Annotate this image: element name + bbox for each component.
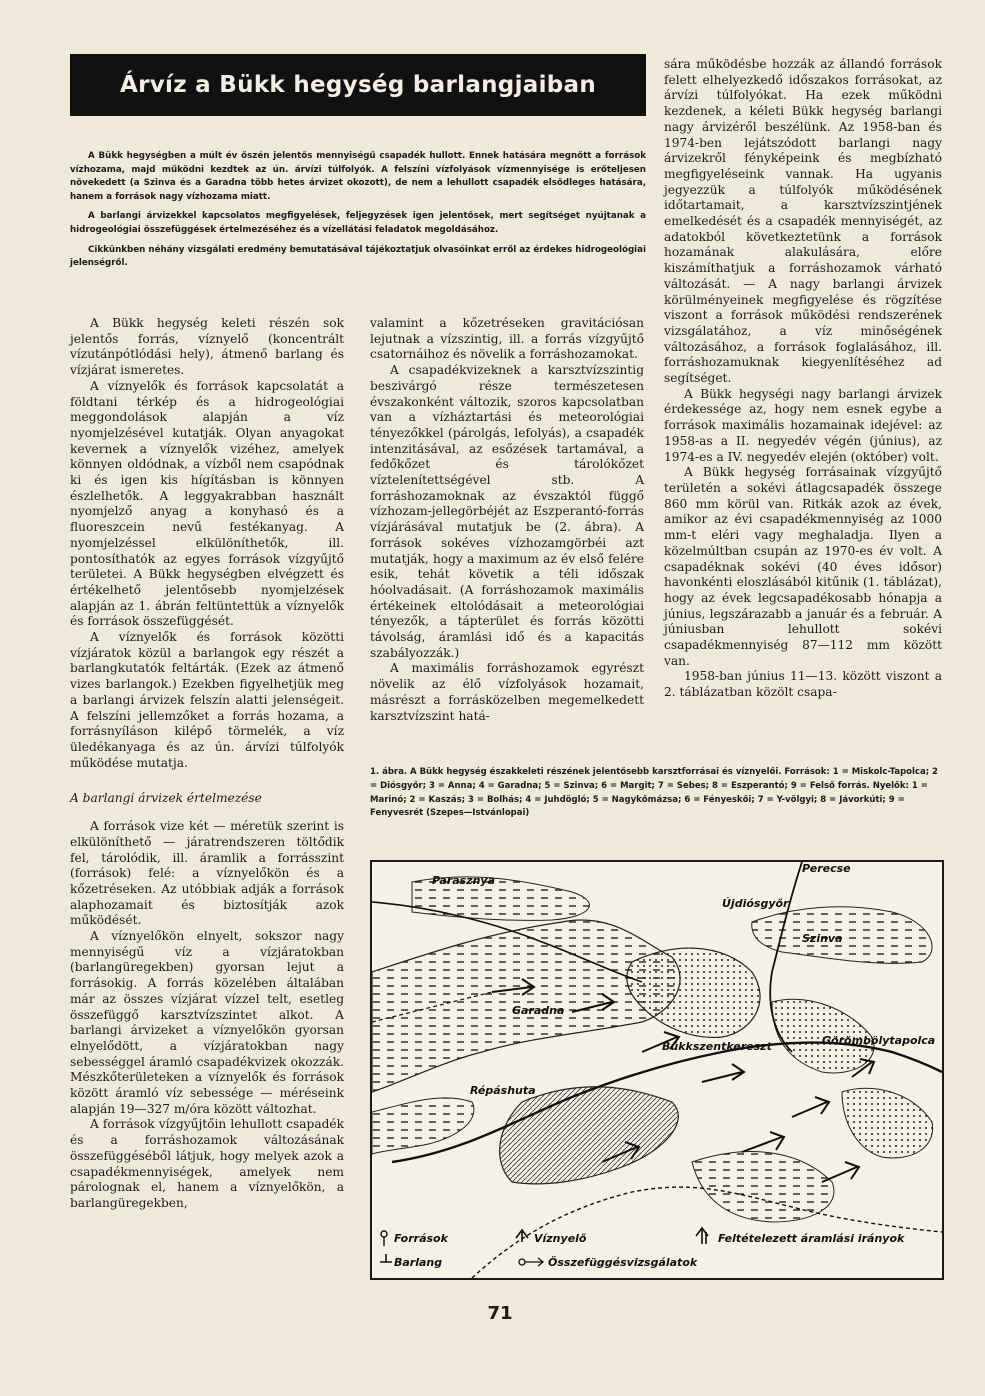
flow-arrow: [742, 1132, 784, 1152]
body-paragraph: A források vízgyűjtőin lehullott csapadék és a forráshozamok változásának összefüggéséből látjuk, hogy melyek azok a csapadékmennyiségek, amelyek nem párolognak el, hanem a víznyelőkön, a barlangüregekben,: [70, 1117, 344, 1210]
cave-symbol-icon: [380, 1254, 392, 1262]
text-column-1: [70, 316, 344, 1212]
terrain-dotted: [627, 948, 760, 1037]
lead-paragraph: A Bükk hegységben a múlt év őszén jelentős mennyiségű csapadék hullott. Ennek hatására megnőtt a források vízhozama, majd működni kezdtek az ún. árvízi túlfolyók. A felszíni vízfolyások vízmennyisége is erőteljesen növekedett (a Szinva és a Garadna több hetes árvizet okozott), de nem a lehullott csapadék elsődleges hatására, hanem a források nagy vízhozama miatt.: [70, 151, 646, 202]
map-drawing: [372, 862, 942, 1278]
legend-cave: Barlang: [394, 1256, 443, 1269]
connection-symbol-icon: [519, 1259, 525, 1265]
terrain-dotted: [842, 1088, 933, 1158]
body-paragraph: A Bükk hegység forrásainak vízgyűjtő területén a sokévi átlagcsapadék összege 860 mm körül van. Ritkák azok az évek, amikor az évi csapadékmennyiség az 1000 mm-t eléri vagy meghaladja. Ilyen a közelmúltban csupán az 1970-es év volt. A csapadéknak sokévi (40 éves idősor) havonkénti eloszlásából kitűnik (1. táblázat), hogy az évek legcsapadékosabb hónapja a június, legszárazabb a január és a február. A júniusban lehullott sokévi csapadékmennyiség 87—112 mm között van.: [664, 465, 942, 668]
lead-paragraph: A barlangi árvizekkel kapcsolatos megfigyelések, feljegyzések igen jelentősek, mert segítséget nyújtanak a hidrogeológiai összefüggések értelmezéséhez és a vízellátási feladatok megoldásához.: [70, 211, 646, 235]
body-paragraph: A maximális forráshozamok egyrészt növelik az élő vízfolyások hozamait, másrészt a forrásközelben megemelkedett karsztvízszint hatá-: [370, 661, 644, 723]
map-label-szinva: Szinva: [802, 932, 843, 945]
map-label-garadna: Garadna: [512, 1004, 565, 1017]
article-lead: [70, 150, 646, 277]
body-paragraph: A források vize két — méretük szerint is elkülöníthető — járatrendszeren töltődik fel, tárolódik, ill. áramlik a forrásszint (források) felé: a víznyelőkön és a kőzetréseken. Az utóbbiak adják a források alaphozamait és biztosítják azok működését.: [70, 819, 344, 928]
body-paragraph: 1958-ban június 11—13. között viszont a 2. táblázatban közölt csapa-: [664, 669, 942, 700]
terrain-hatched: [500, 1087, 679, 1184]
legend-flow: Feltételezett áramlási irányok: [718, 1232, 905, 1245]
legend-sinkhole: Víznyelő: [534, 1232, 587, 1245]
map-label-perecse: Perecse: [802, 862, 851, 875]
body-paragraph: valamint a kőzetréseken gravitációsan lejutnak a vízszintig, ill. a forrás vízgyűjtő csatornáihoz és növelik a forráshozamokat.: [370, 316, 644, 362]
body-paragraph: sára működésbe hozzák az állandó források felett elhelyezkedő időszakos forrásokat, az árvízi túlfolyókat. Ha ezek működni kezdenek, a kéleti Bükk hegység barlangi nagy árvizéről beszélünk. Az 1958-ban és 1974-ben lejátszódott barlangi nagy árvizekről fényképeink és megbízható megfigyeléseink vannak. Ha ugyanis jegyezzük a túlfolyók működésének időtartamait, a karsztvízszintjének emelkedését és a csapadék mennyiségét, az adatokból következtetünk a források hozamának alakulására, előre kiszámíthatjuk a forráshozamok várható változását. — A nagy barlangi árvizek körülményeinek megfigyelése és rögzítése viszont a források működési rendszerének vizsgálatához, a víz minőségének változásához, a források foglalásához, ill. forráshozamuknak kiegyenlítéséhez ad segítséget.: [664, 57, 942, 386]
body-paragraph: A víznyelők és források közötti vízjáratok közül a barlangok egy részét a barlangkutatók feltárták. (Ezek az átmenő vizes barlangok.) Ezekben figyelhetjük meg a barlangi árvizek felszín alatti jelenségeit. A felszíni jellemzőket a forrás hozama, a forrásnyíláson kilépő törmelék, a víz üledékanyaga és az ún. árvízi túlfolyók működése mutatja.: [70, 630, 344, 770]
text-column-2: [370, 316, 644, 724]
map-label-bukkszentkereszt: Bükkszentkereszt: [662, 1040, 772, 1053]
legend-connection: Összefüggésvizsgálatok: [548, 1256, 698, 1269]
lead-paragraph: Cikkünkben néhány vizsgálati eredmény bemutatásával tájékoztatjuk olvasóinkat erről az érdekes hidrogeológiai jelenségről.: [70, 244, 646, 269]
body-paragraph: A víznyelőkön elnyelt, sokszor nagy mennyiségű víz a vízjáratokban (barlangüregekben) gyorsan lejut a forrásokig. A forrás közelében általában már az összes vízjárat vízzel telt, esetleg összefüggő karsztvízszintet alkot. A barlangi árvizeket a víznyelőkön gyorsan elnyelődött, a vízjáratokban nagy sebességgel áramló csapadékvizek okozzák. Mészkőterületeken a víznyelők és források között áramló víz sebessége — méréseink alapján 19—327 m/óra között változhat.: [70, 929, 344, 1116]
map-label-parasznya: Parasznya: [432, 874, 496, 887]
karst-map-figure: [370, 860, 944, 1280]
legend-sources: Források: [394, 1232, 448, 1245]
body-paragraph: A víznyelők és források kapcsolatát a földtani térkép és a hidrogeológiai meggondolások alapján a víz nyomjelzésével kutatják. Olyan anyagokat kevernek a víznyelők vizéhez, amelyek könnyen oldódnak, a vízből nem csapódnak ki és igen kis hígításban is könnyen észlelhetők. A leggyakrabban használt nyomjelző anyag a konyhasó és a fluoreszcein nevű festékanyag. A nyomjelzéssel elkülöníthetők, ill. pontosíthatók az egyes források vízgyűjtő területei. A Bükk hegységben elvégzett és értékelhető jelentősebb nyomjelzések alapján az 1. ábrán feltüntettük a víznyelők és források összefüggését.: [70, 378, 344, 629]
source-symbol-icon: [381, 1231, 387, 1237]
map-legend: [380, 1228, 905, 1269]
body-paragraph: A csapadékvizeknek a karsztvízszintig beszivárgó része természetesen évszakonként változik, szoros kapcsolatban van a vízháztartási és meteorológiai tényezőkkel (párolgás, lefolyás), a csapadék intenzitásával, az esőzések tartamával, a fedőkőzet és tárolókőzet víztelenítettségével stb. A forráshozamoknak az évszaktól függő vízhozam-jellegörbéjét az Eszperantó-forrás vízjárásával mutatjuk be (2. ábra). A források sokéves vízhozamgörbéi azt mutatják, hogy a maximum az év első felére esik, tehát követik a téli időszak hóolvadásait. (A forráshozamok maximális értékeinek eltolódásait a meteorológiai tényezők, a tápterület és forrás közötti távolság, áramlási idő és a kapacitás szabályozzák.): [370, 363, 644, 660]
figure-caption: 1. ábra. A Bükk hegység északkeleti részének jelentősebb karsztforrásai és víznyelői. Források: 1 = Miskolc-Tapolca; 2 = Diósgyőr; 3 = Anna; 4 = Garadna; 5 = Szinva; 6 = Margit; 7 = Sebes; 8 = Eszperantó; 9 = Felső forrás. Nyelők: 1 = Marinó; 2 = Kaszás; 3 = Bolhás; 4 = Juhdögló; 5 = Nagykőmázsa; 6 = Fényeskői; 7 = Y-völgyi; 8 = Jávorkúti; 9 = Fenyvesrét (Szepes—Istvánlopai): [370, 767, 938, 819]
page-number: 71: [487, 1303, 513, 1324]
map-label-repashuta: Répáshuta: [470, 1084, 536, 1097]
article-title: Árvíz a Bükk hegység barlangjaiban: [70, 54, 646, 116]
map-label-gorombolytapolca: Görömbölytapolca: [822, 1034, 936, 1047]
text-column-3: [664, 57, 942, 701]
flow-arrow: [792, 1097, 829, 1117]
flow-direction-symbol-icon: [696, 1228, 708, 1244]
map-label-ujdiosgyor: Újdiósgyőr: [722, 897, 789, 910]
section-heading: A barlangi árvizek értelmezése: [70, 791, 262, 806]
body-paragraph: A Bükk hegység keleti részén sok jelentős forrás, víznyelő (koncentrált vízutánpótlódási hely), átmenő barlang és vízjárat ismeretes.: [70, 316, 344, 378]
body-paragraph: A Bükk hegységi nagy barlangi árvizek érdekessége az, hogy nem esnek egybe a források maximális hozamainak idejével: az 1958-as a II. negyedév végén (június), az 1974-es a IV. negyedév elején (október) volt.: [664, 386, 942, 464]
sinkhole-symbol-icon: [516, 1230, 528, 1242]
flow-arrow: [822, 1162, 859, 1182]
flow-arrow: [702, 1064, 744, 1082]
